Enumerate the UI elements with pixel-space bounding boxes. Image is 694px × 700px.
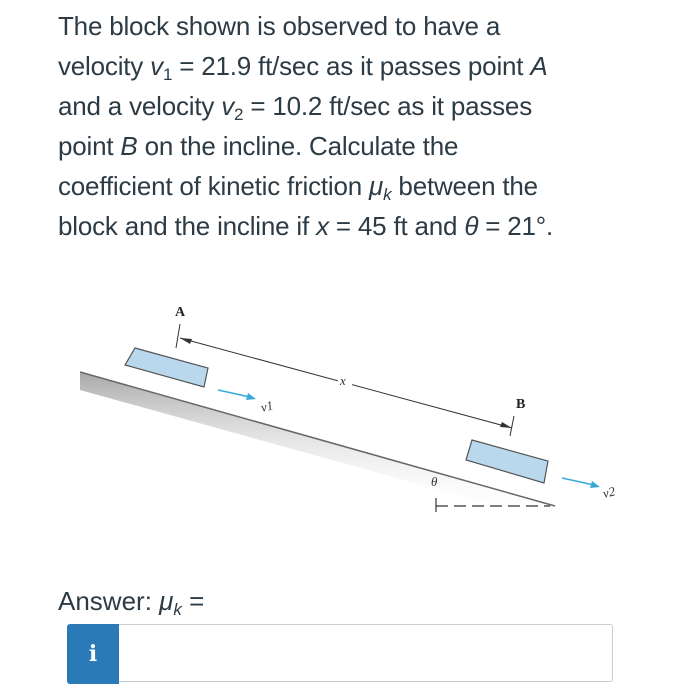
block-a	[125, 348, 208, 387]
incline-diagram	[80, 290, 640, 530]
label-point-b: B	[516, 397, 526, 412]
label-theta: θ	[431, 474, 438, 489]
arrowhead-b	[500, 422, 512, 428]
label-v1: v1	[259, 397, 275, 415]
v1-arrowhead	[246, 393, 256, 400]
label-v2: v2	[601, 483, 617, 501]
label-x: x	[340, 373, 346, 388]
block-b	[466, 440, 548, 483]
answer-label: Answer: $\mu_k$ =	[58, 586, 205, 619]
question-text	[58, 6, 658, 246]
answer-row	[67, 624, 615, 684]
incline-surface	[80, 372, 555, 506]
tick-b	[510, 416, 514, 436]
answer-input[interactable]	[119, 624, 613, 682]
question-line-5: coefficient of kinetic friction $\mu_k$ between the	[58, 171, 538, 204]
question-line-4: point B on the incline. Calculate the	[58, 131, 459, 161]
question-line-1: The block shown is observed to have a	[58, 11, 501, 41]
tick-a	[176, 324, 180, 348]
arrowhead-a	[180, 338, 192, 344]
info-button[interactable]	[67, 624, 119, 684]
info-icon: i	[88, 641, 98, 667]
question-line-3: and a velocity $v_2 = 10.2$ ft/sec as it passes	[58, 91, 532, 124]
question-line-2: velocity $v_1 = 21.9$ ft/sec as it passes point A	[58, 51, 548, 84]
v1-arrow-line	[218, 390, 250, 397]
label-point-a: A	[175, 305, 186, 320]
v2-arrow-line	[562, 478, 594, 485]
question-line-6: block and the incline if x = 45 ft and θ = 21°.	[58, 211, 554, 241]
v2-arrowhead	[590, 481, 600, 488]
